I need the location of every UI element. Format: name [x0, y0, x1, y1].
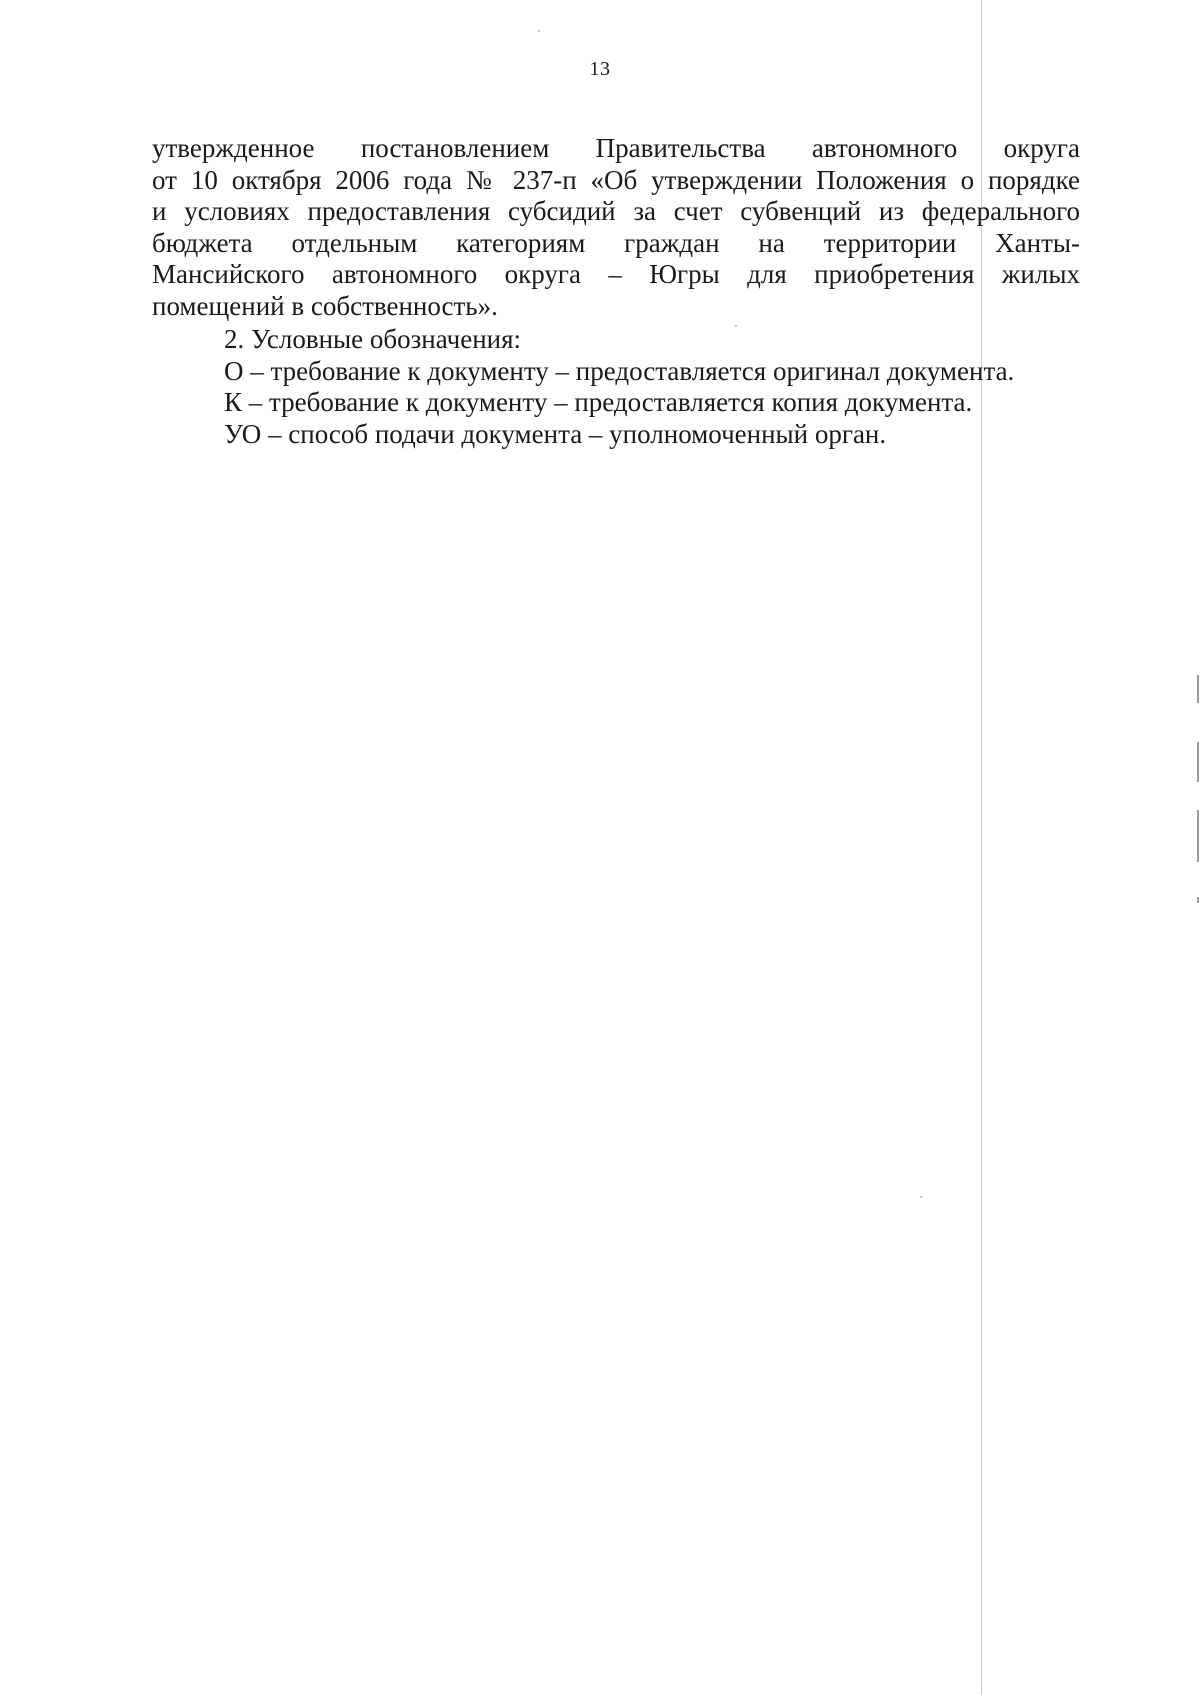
text-line: от 10 октября 2006 года № 237-п «Об утверждении Положения о порядке [152, 164, 1080, 195]
scan-edge-mark [1197, 675, 1199, 703]
page-number: 13 [589, 58, 611, 80]
text-line: бюджета отдельным категориям граждан на территории Ханты- [152, 227, 1080, 258]
text-line: и условиях предоставления субсидий за счет субвенций из федерального [152, 196, 1080, 226]
text-line: помещений в собственность». [152, 290, 498, 321]
text-line: утвержденное постановлением Правительства автономного округа [152, 133, 1080, 163]
document-body [152, 133, 1080, 450]
scan-speck [538, 30, 540, 32]
scan-speck [920, 1196, 922, 1198]
section-heading: 2. Условные обозначения: [224, 324, 522, 354]
paragraph-continuation [152, 133, 1080, 322]
legend-item-authorized-body: УО – способ подачи документа – уполномоченный орган. [224, 418, 887, 449]
scan-edge-mark [1197, 810, 1199, 862]
legend-item-original: О – требование к документу – предоставляется оригинал документа. [224, 355, 1015, 386]
scan-edge-mark [1197, 742, 1199, 782]
scan-edge-mark [1197, 897, 1199, 903]
legend-item-copy: К – требование к документу – предоставляется копия документа. [224, 387, 973, 417]
text-line: Мансийского автономного округа – Югры для приобретения жилых [152, 259, 1080, 289]
